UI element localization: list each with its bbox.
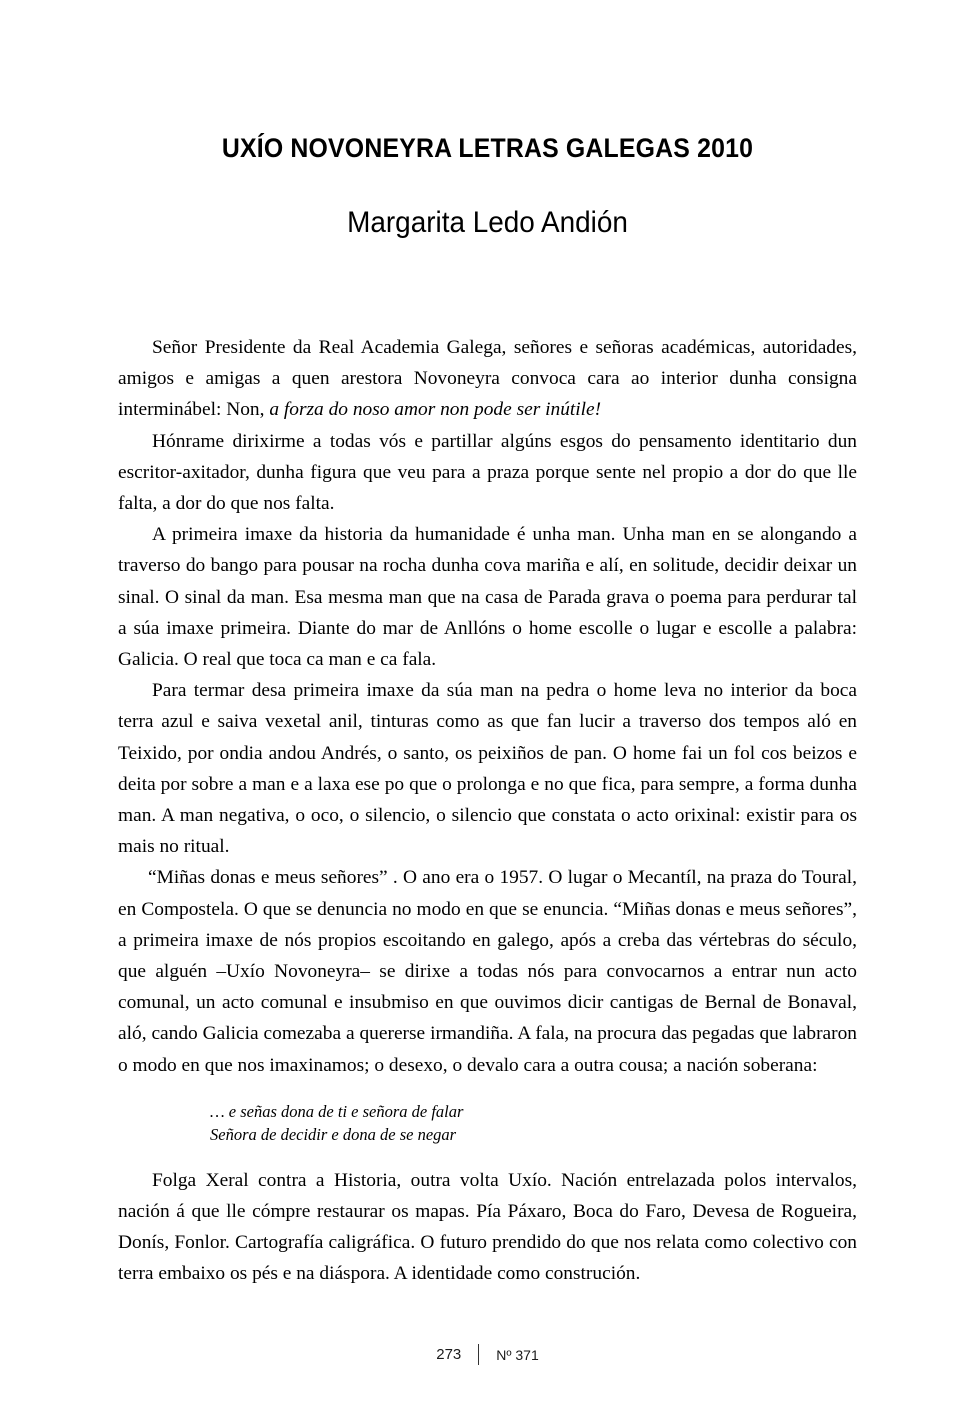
paragraph-1-emphasis: a forza do noso amor non pode ser inútile!: [269, 399, 602, 421]
paragraph-1: [118, 332, 857, 426]
author-name: Margarita Ledo Andión: [347, 206, 628, 239]
verse-quotation: [118, 1100, 857, 1146]
paragraph-3: A primeira imaxe da historia da humanidade é unha man. Unha man en se alongando a traverso do bango para pousar na rocha dunha cova mariña e alí, en solitude, decidir deixar un sinal. O sinal da man. Esa mesma man que na casa de Parada grava o poema para perdurar tal a súa imaxe primeira. Diante do mar de Anllóns o home escolle o lugar e escolle a palabra: Galicia. O real que toca ca man e ca fala.: [118, 524, 857, 671]
verse-line-1: … e señas dona de ti e señora de falar: [210, 1101, 464, 1121]
verse-line-2: Señora de decidir e dona de se negar: [210, 1124, 457, 1144]
page-title: UXÍO NOVONEYRA LETRAS GALEGAS 2010: [221, 133, 754, 163]
paragraph-5: “Miñas donas e meus señores” . O ano era o 1957. O lugar o Mecantíl, na praza do Toural, en Compostela. O que se denuncia no modo en que se enuncia. “Miñas donas e meus señores”, a primeira imaxe de nós propios escoitando en galego, após a creba das vértebras do século, que alguén –Uxío Novoneyra– se dirixe a todas nós para convocarnos a entrar nun acto comunal, un acto comunal e insubmiso en que ouvimos dicir cantigas de Bernal de Bonaval, aló, cando Galicia comezaba a quererse irmandiña. A fala, na procura das pegadas que labraron o modo en que nos imaxinamos; o desexo, o devalo cara a outra cousa; a nación soberana:: [118, 867, 857, 1076]
article-body: [118, 332, 857, 1290]
paragraph-2: Hónrame dirixirme a todas vós e partillar algúns esgos do pensamento identitario dun escritor-axitador, dunha figura que veu para a praza porque sente nel propio a dor do que lle falta, a dor do que nos falta.: [118, 430, 857, 515]
page-footer: [0, 1344, 975, 1365]
paragraph-6: Folga Xeral contra a Historia, outra volta Uxío. Nación entrelazada polos intervalos, nación á que lle cómpre restaurar os mapas. Pía Páxaro, Boca do Faro, Devesa de Rogueira, Donís, Fonlor. Cartografía caligráfica. O futuro prendido do que nos relata como colectivo con terra embaixo os pés e na diáspora. A identidade como construción.: [118, 1169, 857, 1285]
issue-number: Nº 371: [496, 1346, 539, 1363]
paragraph-1-text: Señor Presidente da Real Academia Galega, señores e señoras académicas, autoridades, amigos e amigas a quen arestora Novoneyra convoca cara ao interior dunha consigna interminábel: Non,: [118, 337, 857, 421]
paragraph-4: Para termar desa primeira imaxe da súa man na pedra o home leva no interior da boca terra azul e saiva vexetal anil, tinturas como as que fan lucir a traverso dos tempos aló en Teixido, por ondia andou Andrés, o santo, os peixiños de pan. O home fai un fol cos beizos e deita por sobre a man e a laxa ese po que o prolonga e no que fica, para sempre, a forma dunha man. A man negativa, o oco, o silencio, o silencio que constata o acto orixinal: existir para os mais no ritual.: [118, 680, 857, 858]
page-number: 273: [436, 1346, 462, 1363]
